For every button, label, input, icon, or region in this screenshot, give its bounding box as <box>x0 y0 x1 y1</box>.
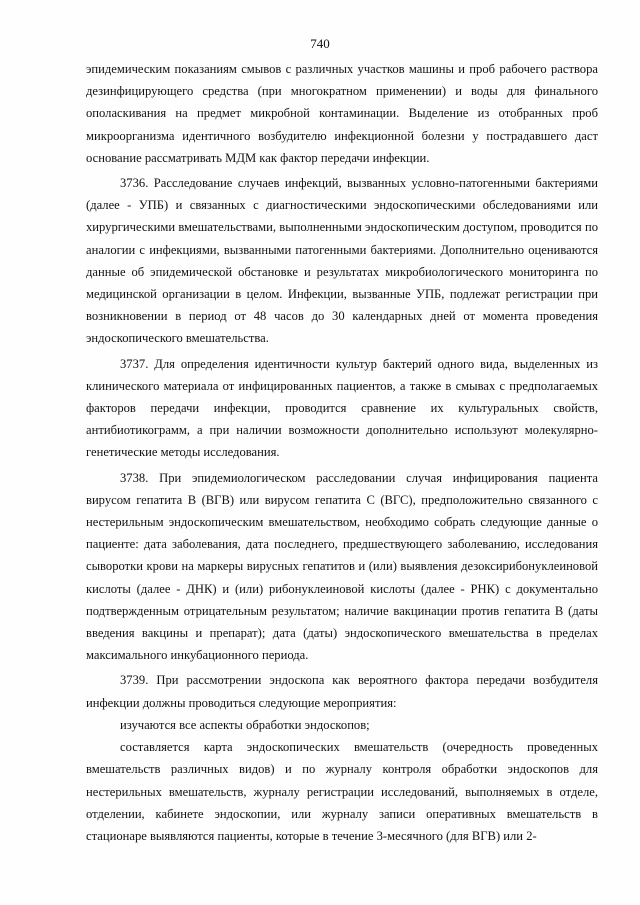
paragraph-3737: 3737. Для определения идентичности культур бактерий одного вида, выделенных из клинического материала от инфицированных пациентов, а также в смывах с предполагаемых факторов передачи инфекции, проводится сравнение их культуральных свойств, антибиотикограмм, а при наличии возможности дополнительно используют молекулярно-генетические методы исследования. <box>86 356 598 460</box>
list-item-1: изучаются все аспекты обработки эндоскопов; <box>120 717 370 732</box>
page-number: 740 <box>310 36 330 51</box>
paragraph-continuation: эпидемическим показаниям смывов с различных участков машины и проб рабочего раствора дезинфицирующего средства (при многократном применении) и воды для финального ополаскивания на предмет микробной контаминации. Выделение из отобранных проб микроорганизма идентичного возбудителю инфекционной болезни у пострадавшего даст основание рассматривать МДМ как фактор передачи инфекции. <box>86 62 598 165</box>
paragraph-3738: 3738. При эпидемиологическом расследовании случая инфицирования пациента вирусом гепатита В (ВГВ) или вирусом гепатита С (ВГС), предположительно связанного с нестерильным эндоскопическим вмешательством, необходимо собрать следующие данные о пациенте: дата заболевания, дата последнего, предшествующего заболеванию, исследования сыворотки крови на маркеры вирусных гепатитов и (или) выявления дезоксирибонуклеиновой кислоты (далее - ДНК) и (или) рибонуклеиновой кислоты (далее - РНК) с документально подтвержденным отрицательным результатом; наличие вакцинации против гепатита В (даты введения вакцины и препарат); дата (даты) эндоскопического вмешательства в пределах максимального инкубационного периода. <box>86 470 598 663</box>
paragraph-3739: 3739. При рассмотрении эндоскопа как вероятного фактора передачи возбудителя инфекции должны проводиться следующие мероприятия: <box>86 673 598 710</box>
paragraph-3736: 3736. Расследование случаев инфекций, вызванных условно-патогенными бактериями (далее - УПБ) и связанных с диагностическими эндоскопическими обследованиями или хирургическими вмешательствами, выполненными эндоскопическим доступом, проводится по аналогии с инфекциями, вызванными патогенными бактериями. Дополнительно оцениваются данные об эпидемической обстановке и результатах микробиологического мониторинга по медицинской организации в целом. Инфекции, вызванные УПБ, подлежат регистрации при возникновении в период от 48 часов до 30 календарных дней от момента проведения эндоскопического вмешательства. <box>86 176 598 346</box>
document-body <box>86 58 598 847</box>
list-item-2: составляется карта эндоскопических вмешательств (очередность проведенных вмешательств различных видов) и по журналу контроля обработки эндоскопов для нестерильных вмешательств, журналу регистрации исследований, выполняемых в отделе, отделении, кабинете эндоскопии, или журналу записи оперативных вмешательств в стационаре выявляются пациенты, которые в течение 3-месячного (для ВГВ) или 2- <box>86 740 598 843</box>
